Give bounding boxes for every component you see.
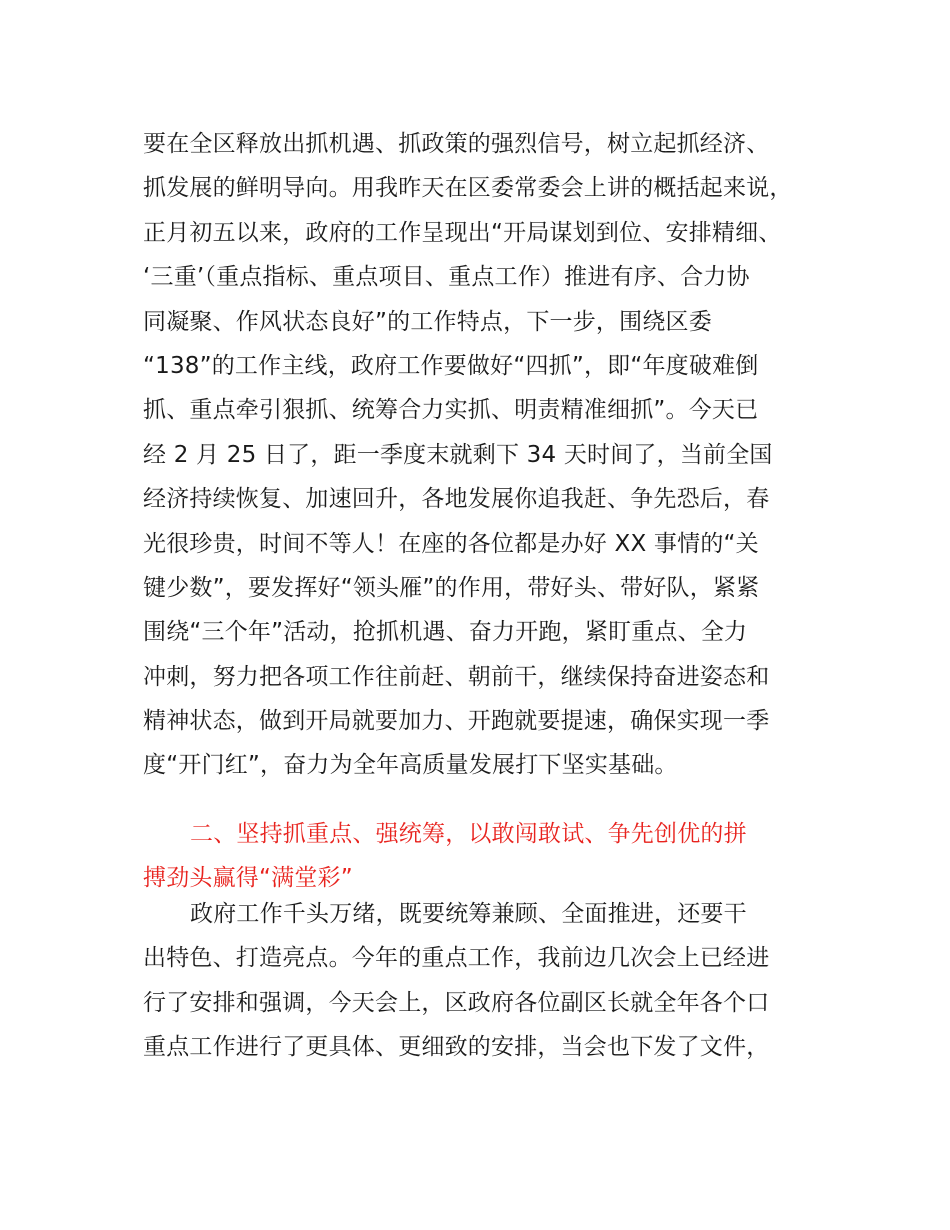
text-line: 重点工作进行了更具体、更细致的安排，当会也下发了文件，: [143, 1034, 770, 1061]
text-line: 键少数”，要发挥好“领头雁”的作用，带好头、带好队，紧紧: [143, 574, 760, 601]
text-line: 冲刺，努力把各项工作往前赶、朝前干，继续保持奋进姿态和: [143, 663, 770, 690]
heading-line: 搏劲头赢得“满堂彩”: [143, 865, 353, 892]
text-line: 政府工作千头万绪，既要统筹兼顾、全面推进，还要干: [190, 901, 747, 927]
text-line: 行了安排和强调，今天会上，区政府各位副区长就全年各个口: [143, 989, 770, 1016]
section-heading: [143, 812, 815, 901]
heading-line: 二、坚持抓重点、强统筹，以敢闯敢试、争先创优的拼: [190, 821, 747, 847]
text-line: 要在全区释放出抓机遇、抓政策的强烈信号，树立起抓经济、: [143, 131, 770, 157]
text-line: 度“开门红”，奋力为全年高质量发展打下坚实基础。: [143, 752, 678, 779]
text-line: 同凝聚、作风状态良好”的工作特点，下一步，围绕区委: [143, 308, 712, 335]
text-line: 抓、重点牵引狠抓、统筹合力实抓、明责精准细抓”。今天已: [143, 397, 759, 424]
body-paragraph-2: [143, 892, 815, 1070]
text-line: ‘三重’（重点指标、重点项目、重点工作）推进有序、合力协: [143, 264, 750, 291]
text-line: 经济持续恢复、加速回升，各地发展你追我赶、争先恐后，春: [143, 486, 770, 513]
text-line: 围绕“三个年”活动，抢抓机遇、奋力开跑，紧盯重点、全力: [143, 619, 748, 646]
text-line: 光很珍贵，时间不等人！在座的各位都是办好 XX 事情的“关: [143, 530, 759, 557]
text-line: 出特色、打造亮点。今年的重点工作，我前边几次会上已经进: [143, 945, 770, 972]
text-line: “138”的工作主线，政府工作要做好“四抓”，即“年度破难倒: [143, 352, 759, 379]
body-paragraph-1: [143, 122, 815, 788]
text-line: 经 2 月 25 日了，距一季度末就剩下 34 天时间了，当前全国: [143, 441, 773, 468]
text-line: 正月初五以来，政府的工作呈现出“开局谋划到位、安排精细、: [143, 219, 782, 246]
text-line: 抓发展的鲜明导向。用我昨天在区委常委会上讲的概括起来说，: [143, 175, 793, 202]
text-line: 精神状态，做到开局就要加力、开跑就要提速，确保实现一季: [143, 708, 770, 735]
